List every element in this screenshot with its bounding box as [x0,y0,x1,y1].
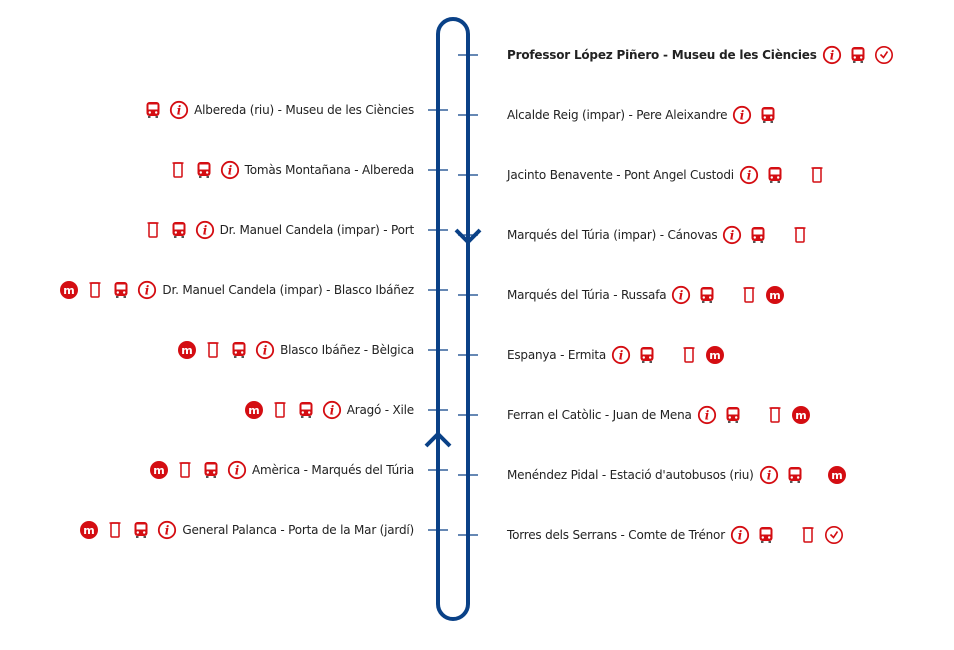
svg-text:i: i [227,163,232,178]
bike-dock-icon[interactable] [105,520,125,540]
svg-text:i: i [329,403,334,418]
stop-icons [730,525,844,545]
stop-icons [143,100,189,120]
info-icon[interactable] [195,220,215,240]
info-icon[interactable] [137,280,157,300]
stop-icons [611,345,725,365]
info-icon[interactable] [759,465,779,485]
bus-icon[interactable] [758,105,778,125]
bike-dock-icon[interactable] [807,165,827,185]
stop-icons [79,520,177,540]
stop-icons [671,285,785,305]
stop-label: Dr. Manuel Candela (impar) - Port [219,223,414,237]
svg-text:i: i [234,463,240,478]
svg-text:m: m [794,409,807,422]
bus-icon[interactable] [143,100,163,120]
svg-text:i: i [262,343,268,358]
stop-ticks [428,55,478,535]
metro-icon[interactable] [79,520,99,540]
left-stop[interactable] [79,519,414,541]
svg-text:i: i [145,283,150,298]
bus-icon[interactable] [785,465,805,485]
svg-text:m: m [83,524,96,537]
stop-label: Marqués del Túria - Russafa [507,288,667,302]
bike-dock-icon[interactable] [143,220,163,240]
info-icon[interactable] [822,45,842,65]
stop-label: Espanya - Ermita [507,348,607,362]
left-stop[interactable] [59,279,414,301]
stop-label: Menéndez Pidal - Estació d'autobusos (riu) [507,468,754,482]
bus-icon[interactable] [637,345,657,365]
right-stop[interactable] [507,524,844,546]
stop-label: Amèrica - Marqués del Túria [251,463,414,477]
svg-text:m: m [769,289,782,302]
left-stop[interactable] [244,399,414,421]
left-stop[interactable] [143,219,414,241]
metro-icon[interactable] [244,400,264,420]
info-icon[interactable] [255,340,275,360]
info-icon[interactable] [220,160,240,180]
svg-text:m: m [247,404,260,417]
bike-dock-icon[interactable] [175,460,195,480]
right-stop[interactable] [507,284,785,306]
stop-label: Alcalde Reig (impar) - Pere Aleixandre [507,108,728,122]
svg-text:i: i [766,468,771,483]
right-stop[interactable] [507,44,894,66]
info-icon[interactable] [739,165,759,185]
bus-icon[interactable] [748,225,768,245]
metro-icon[interactable] [827,465,847,485]
metro-icon[interactable] [177,340,197,360]
svg-text:i: i [740,108,745,123]
stop-label: General Palanca - Porta de la Mar (jardí) [182,523,414,537]
info-icon[interactable] [730,525,750,545]
svg-text:i: i [737,528,743,543]
bike-dock-icon[interactable] [270,400,290,420]
route-loop-line [438,19,468,619]
bus-icon[interactable] [229,340,249,360]
bus-icon[interactable] [131,520,151,540]
svg-text:i: i [202,223,207,238]
right-stop[interactable] [507,104,778,126]
svg-text:i: i [679,288,684,303]
right-stop[interactable] [507,224,810,246]
right-stop[interactable] [507,404,811,426]
stop-icons [168,160,240,180]
stop-icons [149,460,247,480]
right-stop[interactable] [507,344,725,366]
metro-icon[interactable] [791,405,811,425]
bus-icon[interactable] [723,405,743,425]
stop-label: Torres dels Serrans - Comte de Trénor [507,528,725,542]
svg-text:m: m [830,469,843,482]
info-icon[interactable] [697,405,717,425]
bike-dock-icon[interactable] [85,280,105,300]
stop-icons [739,165,827,185]
svg-text:i: i [165,523,170,538]
stop-icons [143,220,215,240]
bus-icon[interactable] [296,400,316,420]
info-icon[interactable] [227,460,247,480]
svg-text:m: m [709,349,721,362]
info-icon[interactable] [322,400,342,420]
left-stop[interactable] [149,459,414,481]
stop-label: Ferran el Catòlic - Juan de Mena [507,408,692,422]
info-icon[interactable] [169,100,189,120]
metro-icon[interactable] [59,280,79,300]
stop-label: Marqués del Túria (impar) - Cánovas [507,228,718,242]
info-icon[interactable] [611,345,631,365]
stop-label: Dr. Manuel Candela (impar) - Blasco Ibáñez [162,283,414,297]
stop-icons [722,225,810,245]
stop-label: Tomàs Montañana - Albereda [244,163,414,177]
bike-dock-icon[interactable] [765,405,785,425]
stop-icons [244,400,342,420]
stop-icons [822,45,894,65]
bus-icon[interactable] [111,280,131,300]
info-icon[interactable] [157,520,177,540]
svg-text:i: i [829,48,834,63]
info-icon[interactable] [671,285,691,305]
clock-icon[interactable] [824,525,844,545]
stop-icons [177,340,275,360]
bus-icon[interactable] [848,45,868,65]
bike-dock-icon[interactable] [790,225,810,245]
stop-label: Jacinto Benavente - Pont Angel Custodi [507,168,734,182]
bus-icon[interactable] [765,165,785,185]
stop-icons [697,405,811,425]
clock-icon[interactable] [874,45,894,65]
info-icon[interactable] [722,225,742,245]
bus-icon[interactable] [194,160,214,180]
svg-text:i: i [176,103,182,118]
svg-text:i: i [730,228,735,243]
bike-dock-icon[interactable] [168,160,188,180]
svg-text:m: m [181,344,193,357]
left-stop[interactable] [143,99,414,121]
bus-icon[interactable] [169,220,189,240]
bike-dock-icon[interactable] [798,525,818,545]
right-stop[interactable] [507,164,827,186]
left-stop[interactable] [168,159,414,181]
metro-icon[interactable] [705,345,725,365]
bus-icon[interactable] [756,525,776,545]
bus-icon[interactable] [201,460,221,480]
left-stop[interactable] [177,339,414,361]
stop-label: Professor López Piñero - Museu de les Ciències [507,48,817,62]
metro-icon[interactable] [149,460,169,480]
right-stop[interactable] [507,464,847,486]
svg-text:m: m [153,464,165,477]
info-icon[interactable] [732,105,752,125]
svg-text:m: m [63,284,76,297]
stop-icons [759,465,847,485]
stop-label: Blasco Ibáñez - Bèlgica [280,343,414,357]
bike-dock-icon[interactable] [739,285,759,305]
svg-text:i: i [704,408,709,423]
metro-icon[interactable] [765,285,785,305]
bus-icon[interactable] [697,285,717,305]
svg-text:i: i [618,348,624,363]
bike-dock-icon[interactable] [203,340,223,360]
svg-text:i: i [746,168,752,183]
bike-dock-icon[interactable] [679,345,699,365]
stop-icons [732,105,778,125]
stop-label: Albereda (riu) - Museu de les Ciències [194,103,414,117]
stop-label: Aragó - Xile [346,403,414,417]
stop-icons [59,280,157,300]
